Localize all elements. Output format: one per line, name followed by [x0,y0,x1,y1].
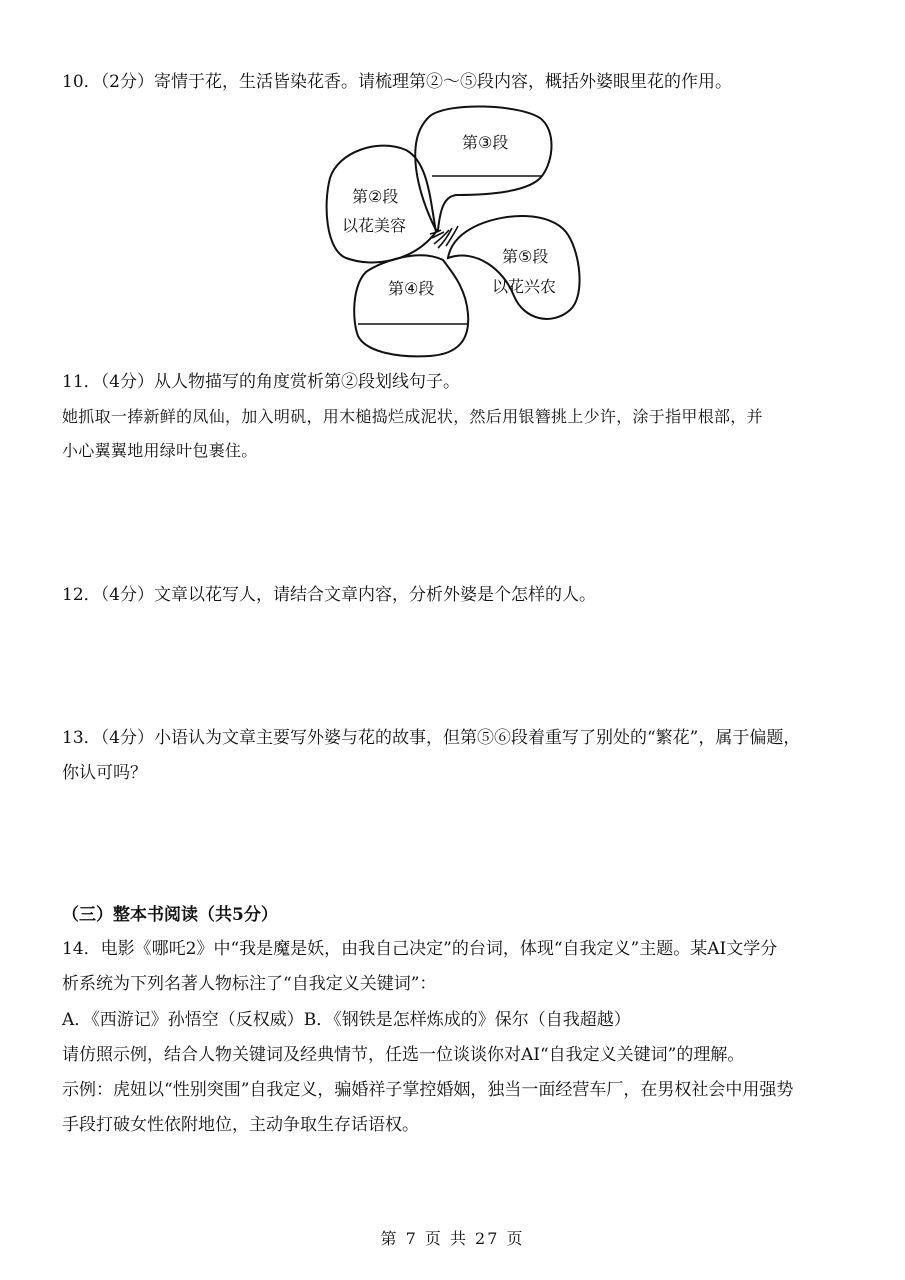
flower-diagram [318,100,588,362]
question-13-line-2: 你认可吗？ [62,763,147,783]
question-14-options: A．《西游记》孙悟空（反权威）B．《钢铁是怎样炼成的》保尔（自我超越） [62,1010,631,1030]
petal-bottom-label: 第④段 [388,279,435,298]
question-14-line-2: 析系统为下列名著人物标注了“自我定义关键词”： [62,974,437,994]
petal-right [448,216,580,319]
q11-quote-line-1: 她抓取一捧新鲜的凤仙，加入明矾，用木槌捣烂成泥状，然后用银簪挑上少许，涂于指甲根部，并 [62,407,763,426]
petal-left-label-2: 以花美容 [342,216,407,235]
page-number-footer: 第 7 页 共 27 页 [380,1229,525,1248]
petal-top-label: 第③段 [462,133,509,152]
petal-left-label-1: 第②段 [352,187,399,206]
petal-bottom [354,255,468,356]
question-13-line-1: 13．（4分）小语认为文章主要写外婆与花的故事，但第⑤⑥段着重写了别处的“繁花”，属于偏题， [62,728,801,748]
question-11: 11．（4分）从人物描写的角度赏析第②段划线句子。 [62,372,460,392]
question-10: 10．（2分）寄情于花，生活皆染花香。请梳理第②～⑤段内容，概括外婆眼里花的作用。 [62,72,732,92]
section-3-heading: （三）整本书阅读（共5分） [62,905,278,925]
question-14-example-line-1: 示例：虎妞以“性别突围”自我定义，骗婚祥子掌控婚姻，独当一面经营车厂，在男权社会中用强势 [62,1080,794,1100]
question-12: 12．（4分）文章以花写人，请结合文章内容，分析外婆是个怎样的人。 [62,585,596,605]
q11-quote-line-2: 小心翼翼地用绿叶包裹住。 [62,441,258,460]
question-14-example-line-2: 手段打破女性依附地位，主动争取生存话语权。 [62,1115,419,1135]
question-14-line-1: 14．电影《哪吒2》中“我是魔是妖，由我自己决定”的台词，体现“自我定义”主题。某AI文学分 [62,939,778,959]
petal-top [415,106,551,230]
petal-right-label-1: 第⑤段 [502,247,549,266]
petal-right-label-2: 以花兴农 [492,277,557,296]
question-14-instruction: 请仿照示例，结合人物关键词及经典情节，任选一位谈谈你对AI“自我定义关键词”的理解。 [62,1045,745,1065]
